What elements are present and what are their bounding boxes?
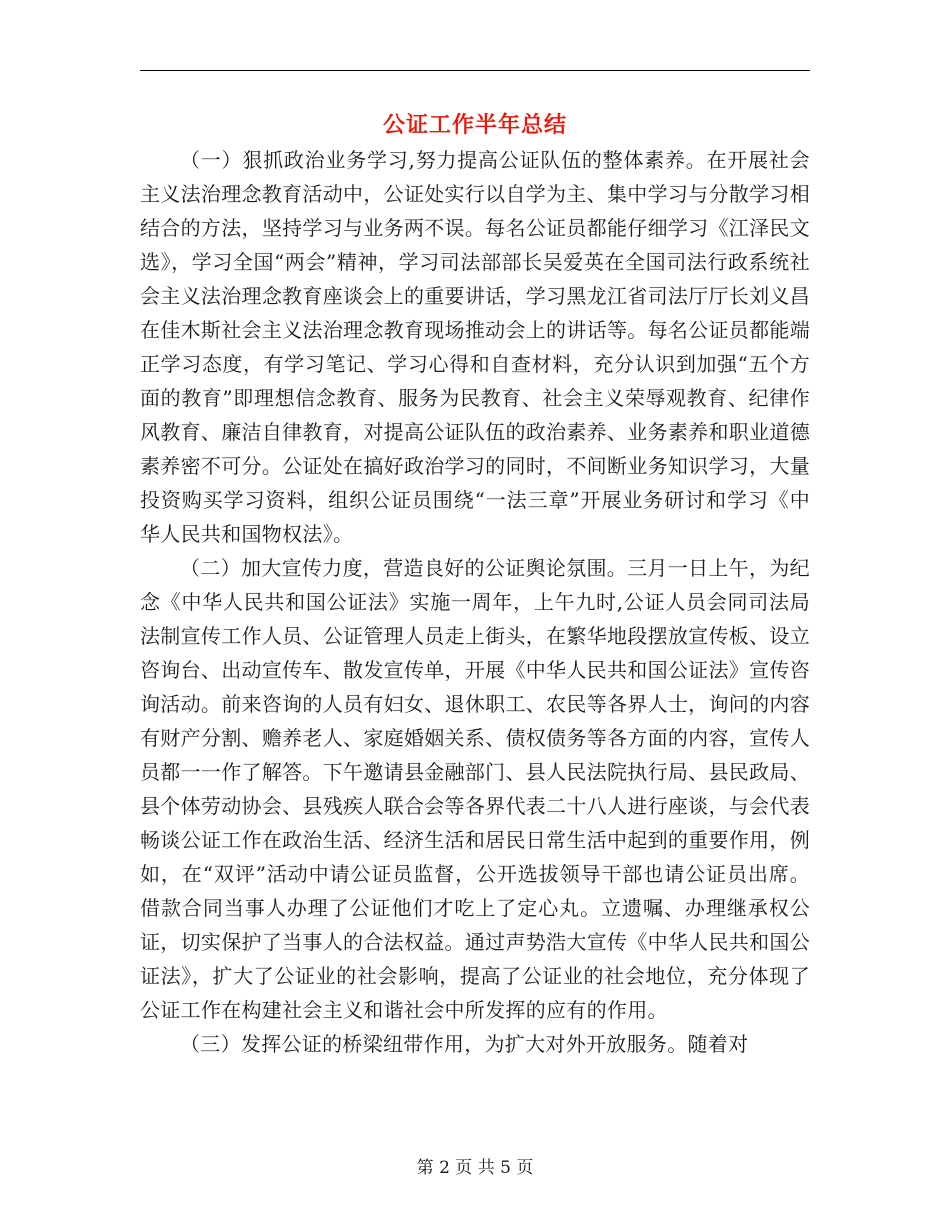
paragraph-3: （三）发挥公证的桥梁纽带作用，为扩大对外开放服务。随着对 — [180, 1032, 749, 1056]
document-title: 公证工作半年总结 — [382, 113, 567, 138]
paragraph-1: （一）狠抓政治业务学习,努力提高公证队伍的整体素养。在开展社会主义法治理念教育活动中，公证处实行以自学为主、集中学习与分散学习相结合的方法，坚持学习与业务两不误。每名公证员都能仔细学习《江泽民文选》，学习全国“两会”精神，学习司法部部长吴爱英在全国司法行政系统社会主义法治理念教育座谈会上的重要讲话，学习黑龙江省司法厅厅长刘义昌在佳木斯社会主义法治理念教育现场推动会上的讲话等。每名公证员都能端正学习态度，有学习笔记、学习心得和自查材料，充分认识到加强“五个方面的教育”即理想信念教育、服务为民教育、社会主义荣辱观教育、纪律作风教育、廉洁自律教育，对提高公证队伍的政治素养、业务素养和职业道德素养密不可分。公证处在搞好政治学习的同时，不间断业务知识学习，大量投资购买学习资料，组织公证员围绕“一法三章”开展业务研讨和学习《中华人民共和国物权法》。 — [140, 148, 810, 546]
paragraph-2: （二）加大宣传力度，营造良好的公证舆论氛围。三月一日上午，为纪念《中华人民共和国公证法》实施一周年，上午九时,公证人员会同司法局法制宣传工作人员、公证管理人员走上街头，在繁华地段摆放宣传板、设立咨询台、出动宣传车、散发宣传单，开展《中华人民共和国公证法》宣传咨询活动。前来咨询的人员有妇女、退休职工、农民等各界人士，询问的内容有财产分割、赡养老人、家庭婚姻关系、债权债务等各方面的内容，宣传人员都一一作了解答。下午邀请县金融部门、县人民法院执行局、县民政局、县个体劳动协会、县残疾人联合会等各界代表二十八人进行座谈，与会代表畅谈公证工作在政治生活、经济生活和居民日常生活中起到的重要作用，例如，在“双评”活动中请公证员监督，公开选拔领导干部也请公证员出席。借款合同当事人办理了公证他们才吃上了定心丸。立遗嘱、办理继承权公证，切实保护了当事人的合法权益。通过声势浩大宣传《中华人民共和国公证法》，扩大了公证业的社会影响，提高了公证业的社会地位，充分体现了公证工作在构建社会主义和谐社会中所发挥的应有的作用。 — [140, 556, 810, 1022]
page-number-footer: 第 2 页 共 5 页 — [416, 1158, 534, 1178]
header-rule — [140, 70, 810, 71]
document-body — [140, 143, 810, 1061]
